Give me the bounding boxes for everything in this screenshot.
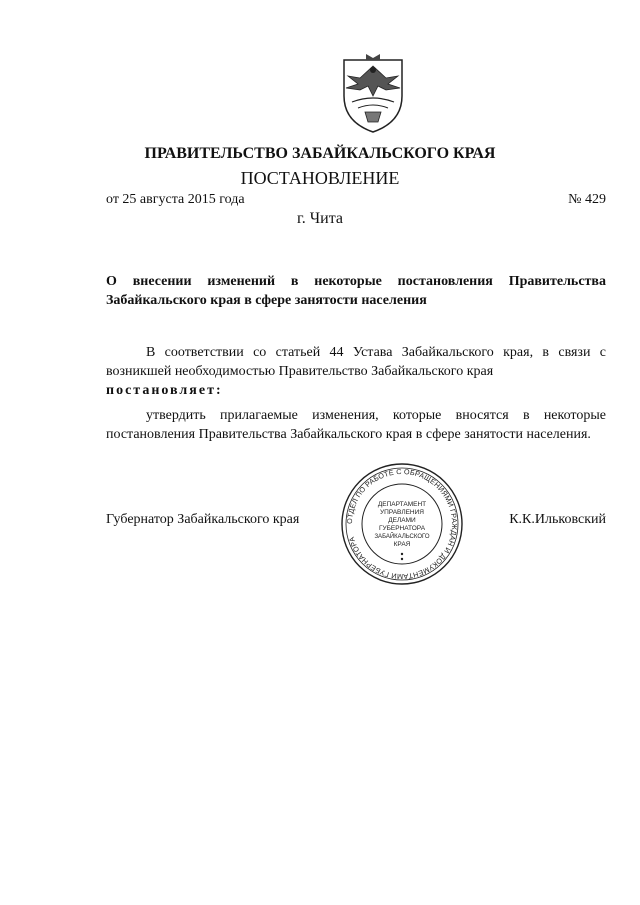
seal-line-2: УПРАВЛЕНИЯ (380, 509, 424, 516)
preamble-text: В соответствии со статьей 44 Устава Забайкальского края, в связи с возникшей необходимостью Правительство Забайкальского края (106, 345, 606, 379)
official-seal-stamp (338, 462, 466, 586)
document-city: г. Чита (296, 210, 343, 227)
seal-line-6: КРАЯ (393, 541, 411, 548)
signatory-name: К.К.Ильковский (509, 512, 606, 527)
seal-line-3: ДЕЛАМИ (388, 517, 416, 524)
seal-line-1: ДЕПАРТАМЕНТ (377, 501, 427, 508)
document-date: от 25 августа 2015 года (106, 192, 245, 207)
document-type: ПОСТАНОВЛЕНИЕ (240, 168, 400, 188)
signatory-position: Губернатор Забайкальского края (106, 512, 300, 527)
document-number: № 429 (568, 192, 606, 207)
coat-of-arms-emblem (338, 52, 408, 134)
resolution-paragraph: утвердить прилагаемые изменения, которые вносятся в некоторые постановления Правительства Забайкальского края в сфере занятости населения. (106, 408, 606, 442)
decree-word: постановляет: (106, 383, 223, 398)
seal-line-5: ЗАБАЙКАЛЬСКОГО (374, 534, 430, 540)
document-subject: О внесении изменений в некоторые постановления Правительства Забайкальского края в сфере занятости населения (106, 274, 606, 308)
government-title: ПРАВИТЕЛЬСТВО ЗАБАЙКАЛЬСКОГО КРАЯ (144, 145, 496, 162)
preamble-paragraph (106, 343, 606, 400)
seal-outer-text: ОТДЕЛ ПО РАБОТЕ С ОБРАЩЕНИЯМИ ГРАЖДАН И ДОКУМЕНТАМИ ГУБЕРНАТОРА (344, 466, 460, 582)
seal-line-4: ГУБЕРНАТОРА (378, 525, 426, 532)
